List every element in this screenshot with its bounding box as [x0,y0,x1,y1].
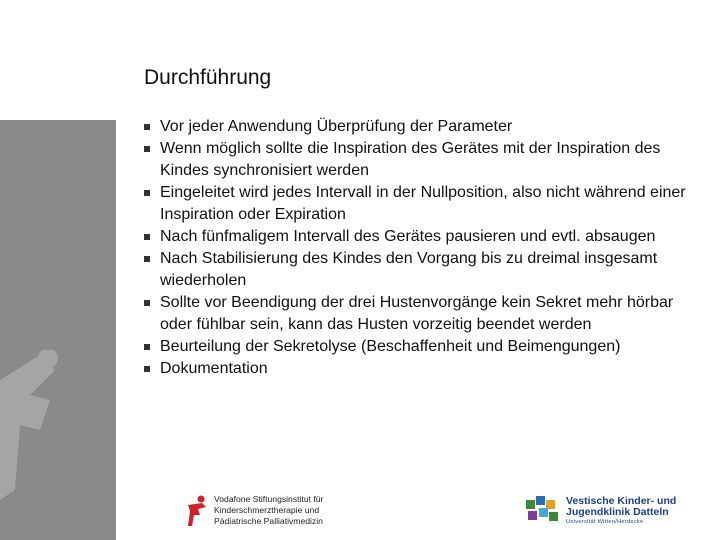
slide-title: Durchführung [144,66,272,89]
logo-line: Vodafone Stiftungsinstitut für [214,494,324,504]
bullet-item: Vor jeder Anwendung Überprüfung der Parameter [144,116,704,138]
logo-line: Kinderschmerztherapie und [214,505,320,515]
clinic-logo [524,494,676,526]
bullet-item: Dokumentation [144,358,704,380]
logo-line: Pädiatrische Palliativmedizin [214,516,323,526]
bullet-marker-icon [144,366,150,372]
bullet-marker-icon [144,124,150,130]
bullet-marker-icon [144,190,150,196]
bullet-marker-icon [144,256,150,262]
logo-line: Jugendklinik Datteln [566,506,669,518]
vodafone-institute-logo [186,494,323,527]
bullet-item: Eingeleitet wird jedes Intervall in der Nullposition, also nicht während einer Inspiration oder Expiration [144,182,704,226]
bullet-marker-icon [144,300,150,306]
bullet-list [144,116,704,380]
bullet-item: Sollte vor Beendigung der drei Hustenvorgänge kein Sekret mehr hörbar oder fühlbar sein, kann das Husten vorzeitig beendet werden [144,292,704,336]
bullet-marker-icon [144,344,150,350]
decorative-figure-icon [0,350,60,540]
clinic-emblem-icon [524,494,560,526]
bullet-item: Wenn möglich sollte die Inspiration des Gerätes mit der Inspiration des Kindes synchronisiert werden [144,138,704,182]
logo-line: Universität Witten/Herdecke [566,518,644,525]
bullet-item: Beurteilung der Sekretolyse (Beschaffenheit und Beimengungen) [144,336,704,358]
bullet-item: Nach fünfmaligem Intervall des Gerätes pausieren und evtl. absaugen [144,226,704,248]
bullet-marker-icon [144,146,150,152]
bullet-marker-icon [144,234,150,240]
figure-logo-icon [186,495,208,527]
bullet-item: Nach Stabilisierung des Kindes den Vorgang bis zu dreimal insgesamt wiederholen [144,248,704,292]
logo-line: Vestische Kinder- und [566,494,677,507]
